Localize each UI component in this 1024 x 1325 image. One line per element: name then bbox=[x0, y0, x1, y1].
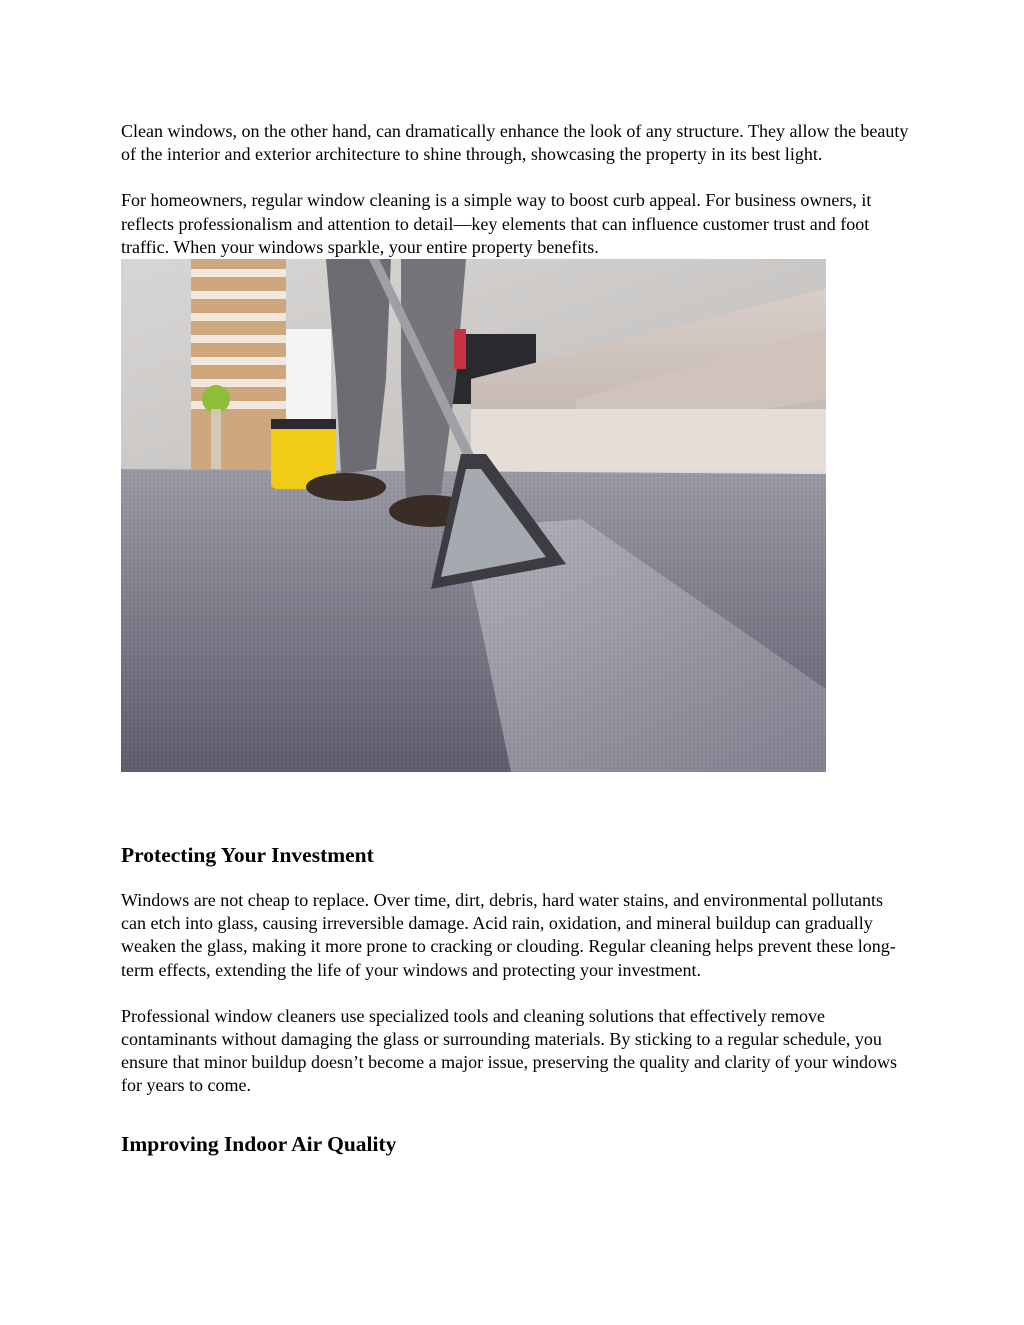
intro-paragraph-1: Clean windows, on the other hand, can dramatically enhance the look of any structure. They allow the beauty of the interior and exterior architecture to shine through, showcasing the property in its best light. bbox=[121, 121, 909, 165]
section1-paragraph-2: Professional window cleaners use specialized tools and cleaning solutions that effectively remove contaminants without damaging the glass or surrounding materials. By sticking to a regular schedule, you ensure that minor buildup doesn’t become a major issue, preserving the quality and clarity of your windows for years to come. bbox=[121, 1005, 897, 1096]
carpet-cleaning-photo bbox=[121, 259, 826, 772]
heading-protecting-investment: Protecting Your Investment bbox=[121, 843, 374, 868]
intro-paragraph-2: For homeowners, regular window cleaning is a simple way to boost curb appeal. For business owners, it reflects professionalism and attention to detail—key elements that can influence customer trust and foot traffic. When your windows sparkle, your entire property benefits. bbox=[121, 190, 872, 257]
heading-indoor-air-quality: Improving Indoor Air Quality bbox=[121, 1131, 397, 1156]
section1-paragraph-1: Windows are not cheap to replace. Over time, dirt, debris, hard water stains, and environmental pollutants can etch into glass, causing irreversible damage. Acid rain, oxidation, and mineral buildup can gradually weaken the glass, making it more prone to cracking or clouding. Regular cleaning helps prevent these long-term effects, extending the life of your windows and protecting your investment. bbox=[121, 890, 896, 980]
document-page bbox=[121, 120, 911, 1157]
